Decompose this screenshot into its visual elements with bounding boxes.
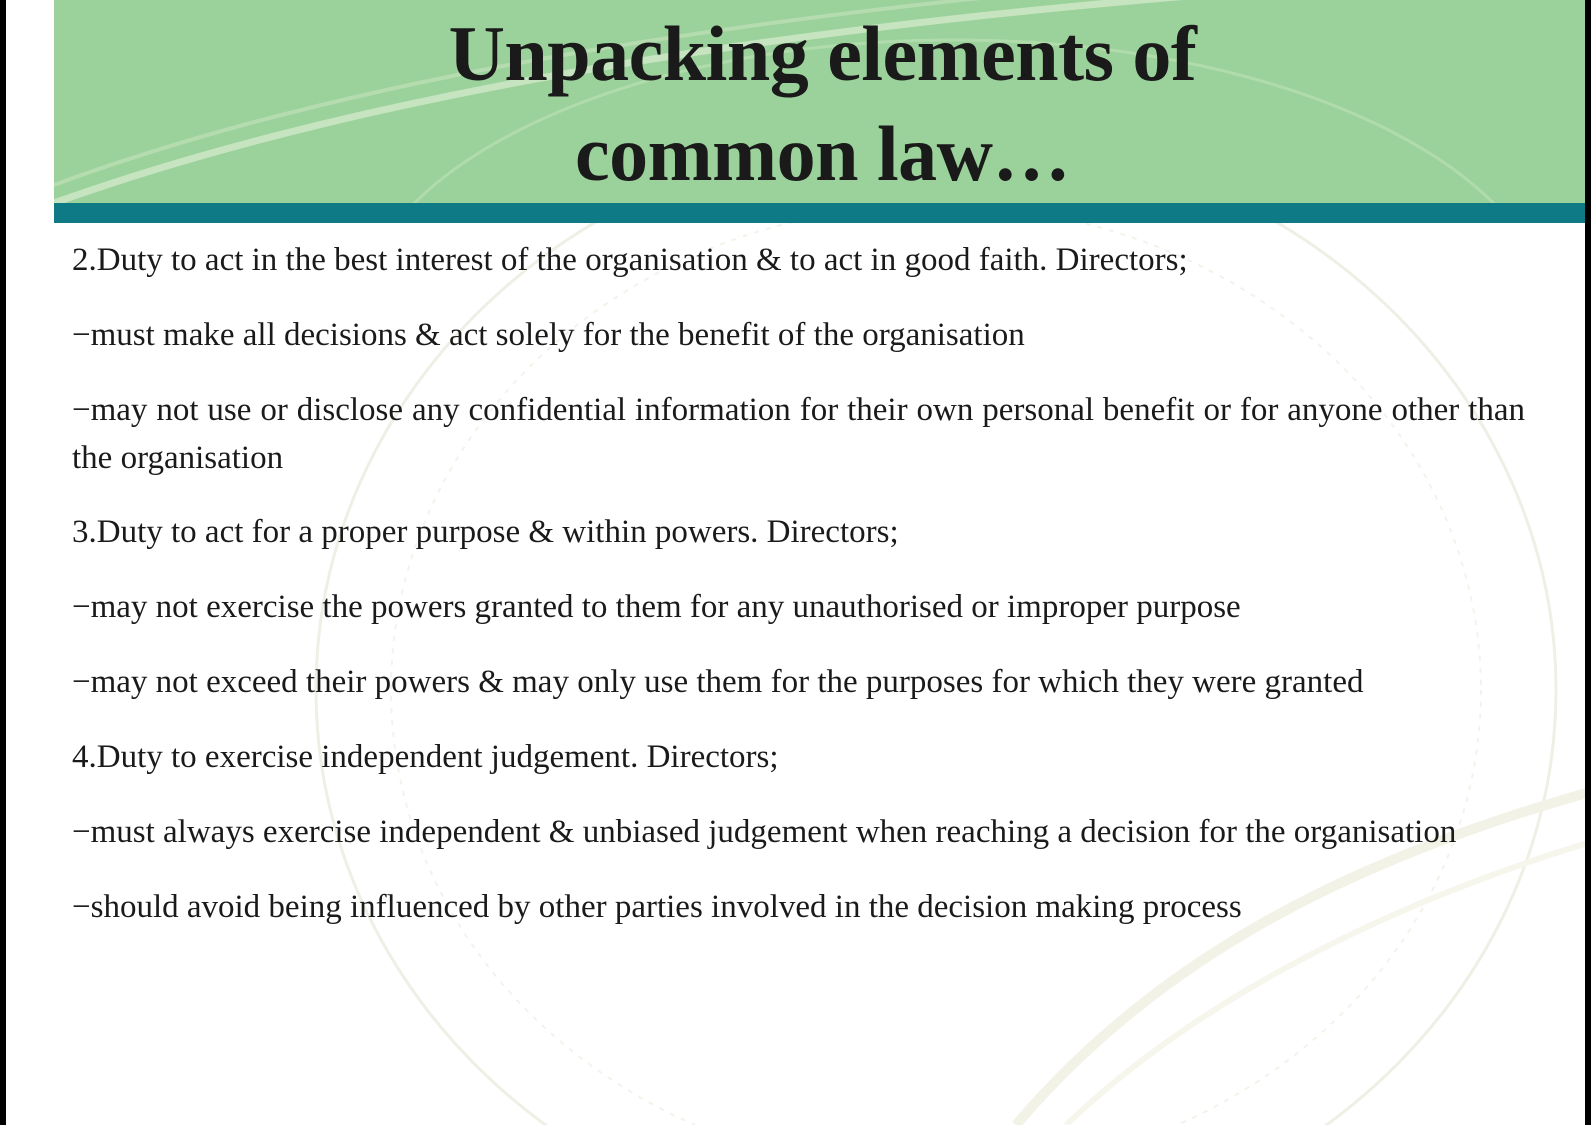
- item-4-bullet-1: −must always exercise independent & unbiased judgement when reaching a decision for the organisation: [72, 813, 1457, 850]
- item-2-bullet-1: −must make all decisions & act solely for the benefit of the organisation: [72, 316, 1025, 353]
- title-band: [54, 0, 1591, 203]
- title-underline-rule: [54, 203, 1591, 223]
- page-title-line-2: common law…: [575, 110, 1070, 197]
- item-4-bullet-2: −should avoid being influenced by other parties involved in the decision making process: [72, 888, 1242, 925]
- item-4-heading: 4.Duty to exercise independent judgement. Directors;: [72, 738, 779, 775]
- item-2-bullet-2: −may not use or disclose any confidential information for their own personal benefit or for anyone other than the organisation: [72, 391, 1525, 476]
- page-title-line-1: Unpacking elements of: [448, 10, 1197, 97]
- item-2-heading: 2.Duty to act in the best interest of the organisation & to act in good faith. Directors;: [72, 242, 1188, 278]
- item-3-heading: 3.Duty to act for a proper purpose & within powers. Directors;: [72, 514, 899, 551]
- item-3-bullet-1: −may not exercise the powers granted to them for any unauthorised or improper purpose: [72, 589, 1241, 626]
- page-title: [54, 0, 1591, 203]
- slide-body: [6, 223, 1585, 931]
- item-3-bullet-2: −may not exceed their powers & may only use them for the purposes for which they were granted: [72, 664, 1364, 701]
